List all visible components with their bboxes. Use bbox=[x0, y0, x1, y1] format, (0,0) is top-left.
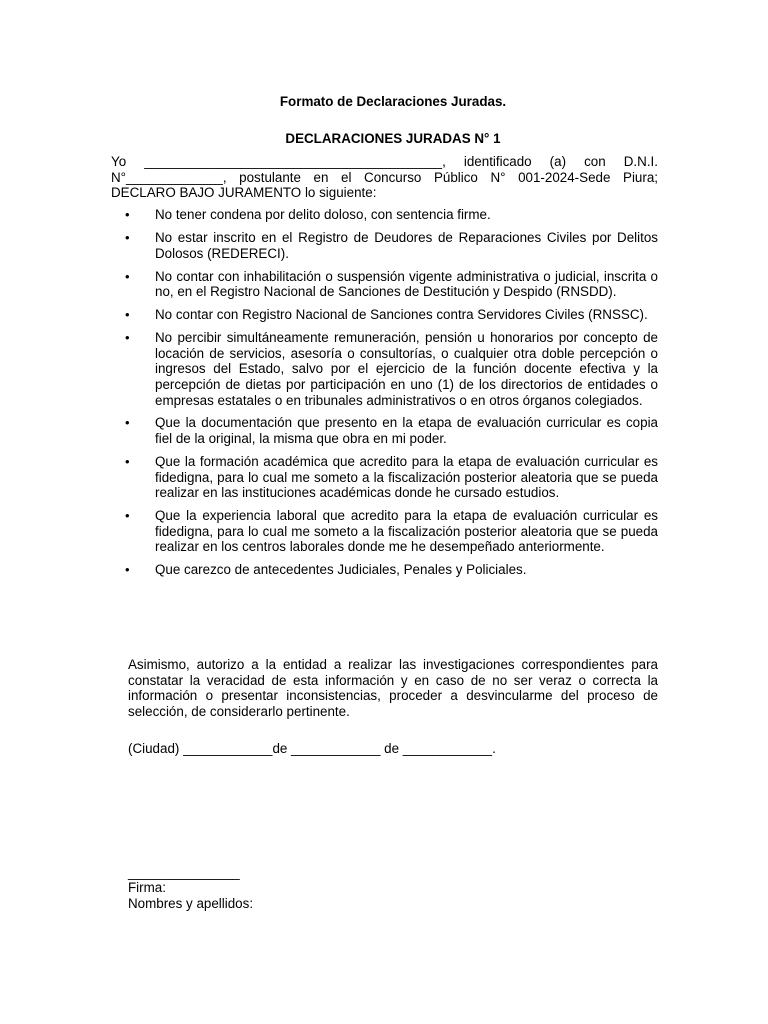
date-line: (Ciudad) ____________de ____________ de ____________. bbox=[128, 741, 496, 756]
signature-label: Firma: bbox=[128, 880, 166, 895]
document-subtitle: DECLARACIONES JURADAS N° 1 bbox=[285, 131, 501, 146]
list-item-text: Que la documentación que presento en la etapa de evaluación curricular es copia fiel de la original, la misma que obra en mi poder. bbox=[155, 415, 658, 447]
intro-line-3: DECLARO BAJO JURAMENTO lo siguiente: bbox=[111, 185, 377, 201]
list-item-text: No tener condena por delito doloso, con sentencia firme. bbox=[155, 207, 491, 222]
bullet-icon: • bbox=[125, 508, 130, 524]
intro-paragraph bbox=[111, 154, 658, 201]
bullet-icon: • bbox=[125, 330, 130, 346]
list-item bbox=[125, 562, 658, 578]
list-item bbox=[125, 508, 658, 555]
bullet-icon: • bbox=[125, 562, 130, 578]
document-title: Formato de Declaraciones Juradas. bbox=[279, 94, 507, 109]
list-item-text: No contar con Registro Nacional de Sanciones contra Servidores Civiles (RNSSC). bbox=[155, 307, 648, 323]
signature-line: _______________ bbox=[128, 865, 240, 880]
list-item-text: Que la formación académica que acredito para la etapa de evaluación curricular es fidedigna, para lo cual me someto a la fiscalización posterior aleatoria que se pueda realizar en las instituciones académicas donde he cursado estudios. bbox=[155, 454, 658, 501]
list-item-text: Que carezco de antecedentes Judiciales, Penales y Policiales. bbox=[155, 562, 527, 578]
list-item-text: Que la experiencia laboral que acredito para la etapa de evaluación curricular es fidedigna, para lo cual me someto a la fiscalización posterior aleatoria que se pueda realizar en los centros laborales donde me he desempeñado anteriormente. bbox=[155, 508, 658, 555]
intro-line-2: N°_____________, postulante en el Concurso Público N° 001-2024-Sede Piura; bbox=[111, 169, 658, 185]
list-item bbox=[125, 415, 658, 447]
intro-line-1: Yo ________________________________________, identificado (a) con D.N.I. bbox=[111, 154, 658, 169]
bullet-icon: • bbox=[125, 415, 130, 431]
closing-paragraph: Asimismo, autorizo a la entidad a realizar las investigaciones correspondientes para constatar la veracidad de esta información y en caso de no ser veraz o correcta la información o presentar inconsistencias, proceder a desvincularme del proceso de selección, de considerarlo pertinente. bbox=[128, 657, 658, 719]
bullet-icon: • bbox=[125, 229, 130, 245]
list-item bbox=[125, 229, 658, 261]
list-item bbox=[125, 268, 658, 300]
list-item-text: No estar inscrito en el Registro de Deudores de Reparaciones Civiles por Delitos Dolosos (REDERECI). bbox=[155, 229, 658, 261]
declarations-list bbox=[0, 207, 768, 585]
list-item bbox=[125, 207, 658, 223]
list-item bbox=[125, 454, 658, 501]
names-label: Nombres y apellidos: bbox=[128, 896, 254, 911]
list-item bbox=[125, 307, 658, 323]
bullet-icon: • bbox=[125, 268, 130, 284]
list-item-text: No contar con inhabilitación o suspensión vigente administrativa o judicial, inscrita o no, en el Registro Nacional de Sanciones de Destitución y Despido (RNSDD). bbox=[155, 268, 658, 300]
bullet-icon: • bbox=[125, 454, 130, 470]
list-item bbox=[125, 330, 658, 408]
list-item-text: No percibir simultáneamente remuneración, pensión u honorarios por concepto de locación de servicios, asesoría o consultorías, o cualquier otra doble percepción o ingresos del Estado, salvo por el ejercicio de la función docente efectiva y la percepción de dietas por participación en uno (1) de los directorios de entidades o empresas estatales o en tribunales administrativos o en otros órganos colegiados. bbox=[155, 330, 658, 408]
bullet-icon: • bbox=[125, 307, 130, 323]
bullet-icon: • bbox=[125, 207, 130, 222]
